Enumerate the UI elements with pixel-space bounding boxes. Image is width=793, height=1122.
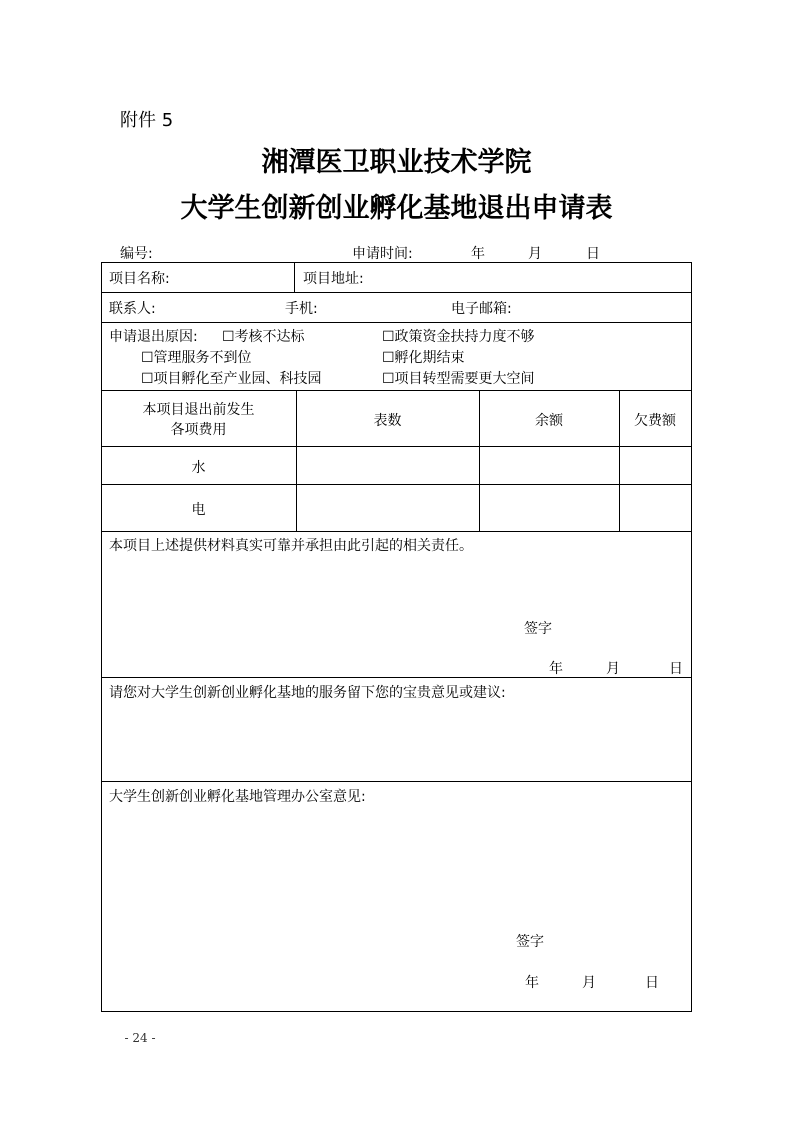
exit-reason-label: 申请退出原因:: [109, 329, 198, 345]
reason-option-industrial-park[interactable]: ☐项目孵化至产业园、科技园: [141, 371, 322, 387]
declaration-year-label: 年: [549, 661, 563, 677]
row-water-label: 水: [191, 460, 206, 476]
col-arrears: 欠费额: [634, 413, 676, 429]
office-day-label: 日: [645, 975, 659, 991]
office-sign-label: 签字: [516, 934, 544, 950]
office-year-label: 年: [525, 975, 539, 991]
page-title-form: 大学生创新创业孵化基地退出申请表: [180, 193, 613, 224]
phone-field[interactable]: 手机:: [285, 301, 318, 317]
reason-option-assessment[interactable]: ☐考核不达标: [222, 329, 305, 345]
attachment-label: 附件 5: [120, 110, 174, 131]
project-name-field[interactable]: 项目名称:: [109, 271, 170, 287]
reason-option-transformation[interactable]: ☐项目转型需要更大空间: [382, 371, 535, 387]
row-electric-label: 电: [191, 502, 206, 518]
declaration-text: 本项目上述提供材料真实可靠并承担由此引起的相关责任。: [109, 538, 473, 554]
declaration-month-label: 月: [606, 661, 620, 677]
apply-day-label: 日: [586, 246, 600, 262]
apply-month-label: 月: [528, 246, 542, 262]
reason-option-funding[interactable]: ☐政策资金扶持力度不够: [382, 329, 535, 345]
office-opinion-label: 大学生创新创业孵化基地管理办公室意见:: [109, 789, 366, 805]
declaration-day-label: 日: [669, 661, 683, 677]
feedback-prompt: 请您对大学生创新创业孵化基地的服务留下您的宝贵意见或建议:: [109, 685, 506, 701]
page-number: - 24 -: [124, 1031, 156, 1045]
declaration-sign-label: 签字: [524, 621, 552, 637]
col-balance: 余额: [535, 413, 563, 429]
email-field[interactable]: 电子邮箱:: [451, 301, 512, 317]
fees-header-line1: 本项目退出前发生: [142, 402, 255, 418]
apply-year-label: 年: [471, 246, 485, 262]
number-label: 编号:: [120, 246, 153, 262]
fees-header-line2: 各项费用: [170, 422, 227, 438]
reason-option-management[interactable]: ☐管理服务不到位: [141, 350, 252, 366]
project-address-field[interactable]: 项目地址:: [303, 271, 364, 287]
col-meter-reading: 表数: [373, 413, 402, 429]
apply-time-label: 申请时间:: [352, 246, 413, 262]
office-month-label: 月: [582, 975, 596, 991]
reason-option-period-end[interactable]: ☐孵化期结束: [382, 350, 465, 366]
page-title-school: 湘潭医卫职业技术学院: [261, 147, 532, 178]
contact-field[interactable]: 联系人:: [109, 301, 156, 317]
